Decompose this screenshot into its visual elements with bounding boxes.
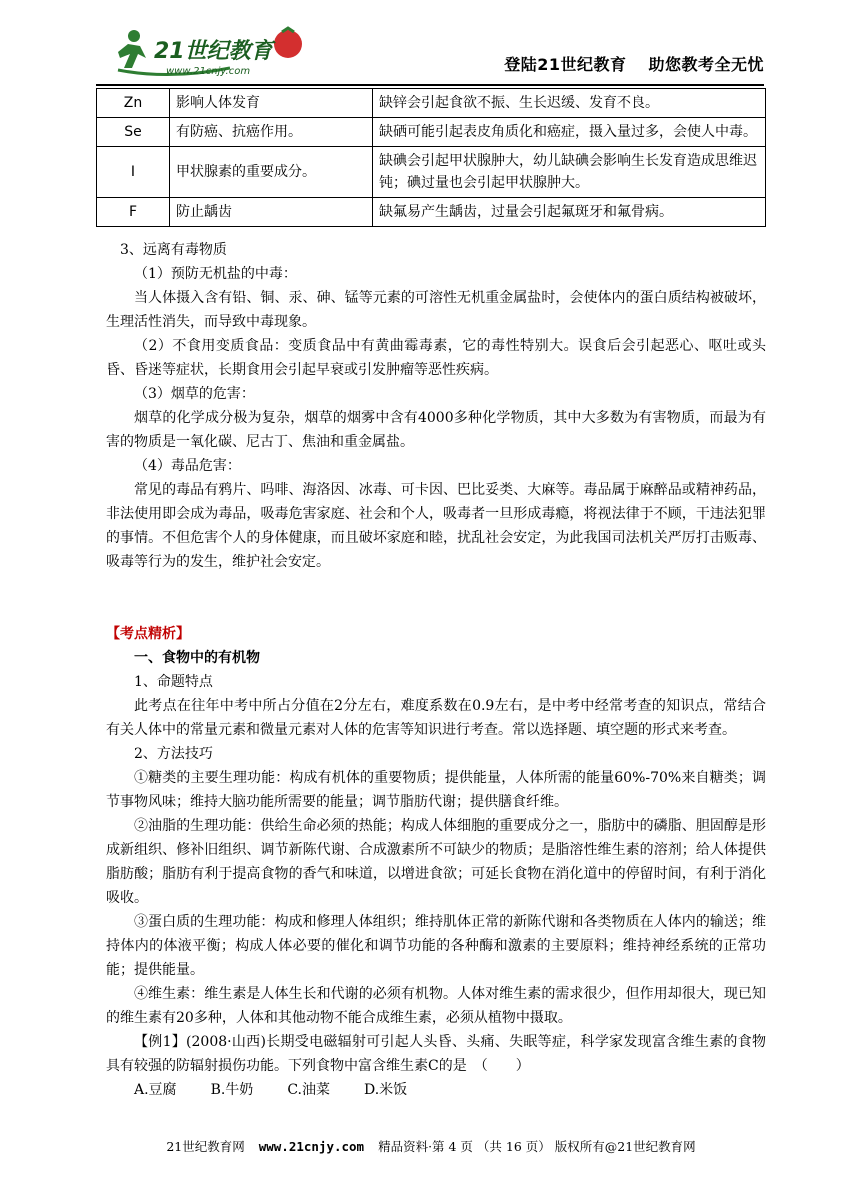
item-title-features: 1、命题特点 [134,674,213,690]
paragraph-spoiled-food: （2）不食用变质食品：变质食品中有黄曲霉毒素，它的毒性特别大。误食后会引起恶心、呕吐或头昏、昏迷等症状，长期食用会引起早衰或引发肿瘤等恶性疾病。 [106,338,766,378]
header-divider [96,84,764,86]
subheading-inorganic: （1）预防无机盐的中毒： [134,266,297,282]
subheading-tobacco: （3）烟草的危害： [134,386,255,402]
element-cell: Zn [97,89,170,118]
table-row [97,118,766,147]
footer-site: 21世纪教育网 [166,1139,245,1154]
trace-element-table [96,88,766,227]
paragraph-proteins: ③蛋白质的生理功能：构成和修理人体组织；维持肌体正常的新陈代谢和各类物质在人体内的输送；维持体内的体液平衡；构成人体必要的催化和调节功能的各种酶和激素的主要原料；维持神经系统的正常功能；提供能量。 [106,914,766,978]
section-spacer [106,574,766,622]
subheading-drugs: （4）毒品危害： [134,458,241,474]
option-d: D.米饭 [363,1082,408,1098]
option-c: C.油菜 [287,1082,330,1098]
deficiency-cell: 缺碘会引起甲状腺肿大，幼儿缺碘会影响生长发育造成思维迟钝；碘过量也会引起甲状腺肿大。 [373,147,766,198]
paragraph-tobacco: 烟草的化学成分极为复杂，烟草的烟雾中含有4000多种化学物质，其中大多数为有害物质，而最为有害的物质是一氧化碳、尼古丁、焦油和重金属盐。 [106,410,766,450]
deficiency-cell: 缺锌会引起食欲不振、生长迟缓、发育不良。 [373,89,766,118]
footer-page-info: 精品资料·第 4 页 （共 16 页） [378,1139,551,1154]
part-title: 一、食物中的有机物 [134,650,260,666]
paragraph-vitamins: ④维生素：维生素是人体生长和代谢的必须有机物。人体对维生素的需求很少，但作用却很大，现已知的维生素有20多种，人体和其他动物不能合成维生素，必须从植物中摄取。 [106,986,766,1026]
logo-url: www.21cnjy.com [166,66,251,77]
paragraph-features: 此考点在往年中考中所占分值在2分左右，难度系数在0.9左右，是中考中经常考查的知识点，常结合有关人体中的常量元素和微量元素对人体的危害等知识进行考查。常以选择题、填空题的形式来考查。 [106,698,766,738]
paragraph-fats: ②油脂的生理功能：供给生命必须的热能；构成人体细胞的重要成分之一，脂肪中的磷脂、胆固醇是形成新组织、修补旧组织、调节新陈代谢、合成激素所不可缺少的物质；是脂溶性维生素的溶剂；给人体提供脂肪酸；脂肪有利于提高食物的香气和味道，以增进食欲；可延长食物在消化道中的停留时间，有利于消化吸收。 [106,818,766,906]
deficiency-cell: 缺硒可能引起表皮角质化和癌症，摄入量过多，会使人中毒。 [373,118,766,147]
deficiency-cell: 缺氟易产生龋齿，过量会引起氟斑牙和氟骨病。 [373,198,766,227]
slogan-left: 登陆21世纪教育 [504,55,627,74]
logo-text: 21世纪教育 [154,39,273,64]
slogan-right: 助您教考全无忧 [648,55,764,74]
item-title-methods: 2、方法技巧 [134,746,213,762]
paragraph-inorganic: 当人体摄入含有铅、铜、汞、砷、锰等元素的可溶性无机重金属盐时，会使体内的蛋白质结构被破坏，生理活性消失，而导致中毒现象。 [106,290,766,330]
footer-copyright: 版权所有@21世纪教育网 [554,1139,696,1154]
site-logo[interactable] [110,24,310,84]
section-title: 【考点精析】 [106,626,190,642]
element-cell: I [97,147,170,198]
function-cell: 甲状腺素的重要成分。 [170,147,373,198]
answer-options [106,1078,766,1102]
option-b: B.牛奶 [210,1082,254,1098]
heading-toxins: 3、远离有毒物质 [120,242,227,258]
option-a: A.豆腐 [134,1082,177,1098]
page-footer [96,1137,766,1155]
function-cell: 有防癌、抗癌作用。 [170,118,373,147]
example-question: 【例1】(2008·山西)长期受电磁辐射可引起人头昏、头痛、失眠等症，科学家发现富含维生素的食物具有较强的防辐射损伤功能。下列食物中富含维生素C的是 （ ） [106,1034,766,1074]
table-row [97,198,766,227]
table-row [97,147,766,198]
function-cell: 影响人体发育 [170,89,373,118]
header-slogan [504,52,764,75]
element-cell: F [97,198,170,227]
function-cell: 防止龋齿 [170,198,373,227]
document-body [106,238,766,1102]
paragraph-carbohydrates: ①糖类的主要生理功能：构成有机体的重要物质；提供能量，人体所需的能量60%-70%来自糖类；调节事物风味；维持大脑功能所需要的能量；调节脂肪代谢；提供膳食纤维。 [106,770,766,810]
table-row [97,89,766,118]
footer-url[interactable]: www.21cnjy.com [258,1139,365,1154]
element-cell: Se [97,118,170,147]
logo-graphic [110,24,310,84]
paragraph-drugs: 常见的毒品有鸦片、吗啡、海洛因、冰毒、可卡因、巴比妥类、大麻等。毒品属于麻醉品或精神药品，非法使用即会成为毒品，吸毒危害家庭、社会和个人，吸毒者一旦形成毒瘾，将视法律于不顾，干违法犯罪的事情。不但危害个人的身体健康，而且破坏家庭和睦，扰乱社会安定，为此我国司法机关严厉打击贩毒、吸毒等行为的发生，维护社会安定。 [106,482,766,570]
